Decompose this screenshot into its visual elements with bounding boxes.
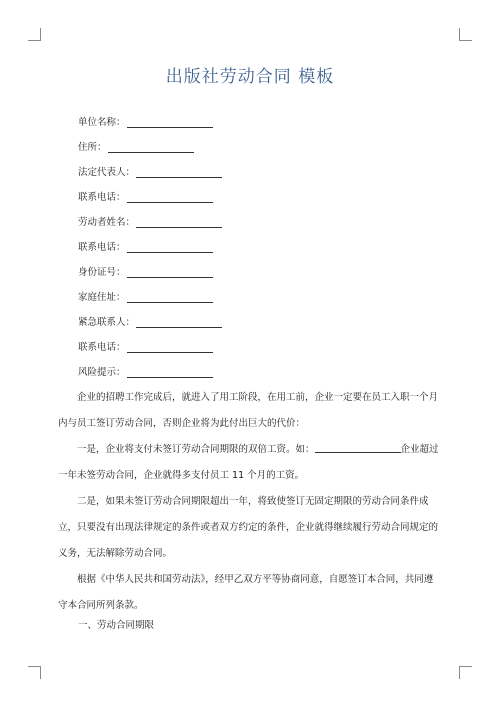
field-label: 联系电话： <box>78 192 126 203</box>
field-address <box>78 139 194 153</box>
field-label: 联系电话： <box>78 242 126 253</box>
fill-blank[interactable] <box>136 216 222 228</box>
field-label: 联系电话： <box>78 342 126 353</box>
paragraph-double-wage <box>58 437 442 489</box>
crop-mark-bottom-right <box>459 666 472 679</box>
fill-blank[interactable] <box>127 291 213 303</box>
fill-blank[interactable] <box>127 191 213 203</box>
field-employee-name <box>78 214 222 228</box>
fill-blank[interactable] <box>127 266 213 278</box>
field-label: 风险提示： <box>78 367 126 378</box>
fill-blank[interactable] <box>315 442 401 453</box>
crop-mark-top-left <box>28 28 41 41</box>
paragraph-text: 企业超过一年未签劳动合同，企业就得多支付员工 11 个月的工资。 <box>58 444 439 481</box>
field-label: 法定代表人： <box>78 167 136 178</box>
field-label: 紧急联系人： <box>78 317 136 328</box>
field-emergency-contact <box>78 314 222 328</box>
field-label: 单位名称： <box>78 117 126 128</box>
document-title: 出版社劳动合同 模板 <box>165 67 335 87</box>
paragraph-legal-basis: 根据《中华人民共和国劳动法》，经甲乙双方平等协商同意，自愿签订本合同，共同遵守本合同所列条款。 <box>58 574 434 611</box>
fill-blank[interactable] <box>127 241 213 253</box>
paragraph-text: 一是，企业将支付未签订劳动合同期限的双倍工资。如： <box>77 444 315 455</box>
fill-blank[interactable] <box>136 166 222 178</box>
field-id-number <box>78 264 213 278</box>
paragraph-intro: 企业的招聘工作完成后，就进入了用工阶段，在用工前，企业一定要在员工入职一个月内与员工签订劳动合同，否则企业将为此付出巨大的代价： <box>58 392 439 429</box>
field-label: 家庭住址： <box>78 292 126 303</box>
paragraph-open-ended-contract: 二是，如果未签订劳动合同期限超出一年，将致使签订无固定期限的劳动合同条件成立，只要没有出现法律规定的条件或者双方约定的条件，企业就得继续履行劳动合同规定的义务，无法解除劳动合同。 <box>58 496 439 559</box>
fill-blank[interactable] <box>136 316 222 328</box>
fill-blank[interactable] <box>127 341 213 353</box>
fill-blank[interactable] <box>127 366 213 378</box>
field-legal-representative <box>78 164 222 178</box>
field-label: 劳动者姓名： <box>78 217 136 228</box>
field-risk-warning <box>78 364 213 378</box>
field-employee-phone <box>78 239 213 253</box>
section-heading: 一、劳动合同期限 <box>78 620 155 631</box>
fill-blank[interactable] <box>108 141 194 153</box>
crop-mark-bottom-left <box>28 666 41 679</box>
field-label: 身份证号： <box>78 267 126 278</box>
crop-mark-top-right <box>459 28 472 41</box>
field-emergency-phone <box>78 339 213 353</box>
field-home-address <box>78 289 213 303</box>
fill-blank[interactable] <box>127 116 213 128</box>
field-company-name <box>78 114 213 128</box>
field-label: 住所： <box>78 142 107 153</box>
field-company-phone <box>78 189 213 203</box>
